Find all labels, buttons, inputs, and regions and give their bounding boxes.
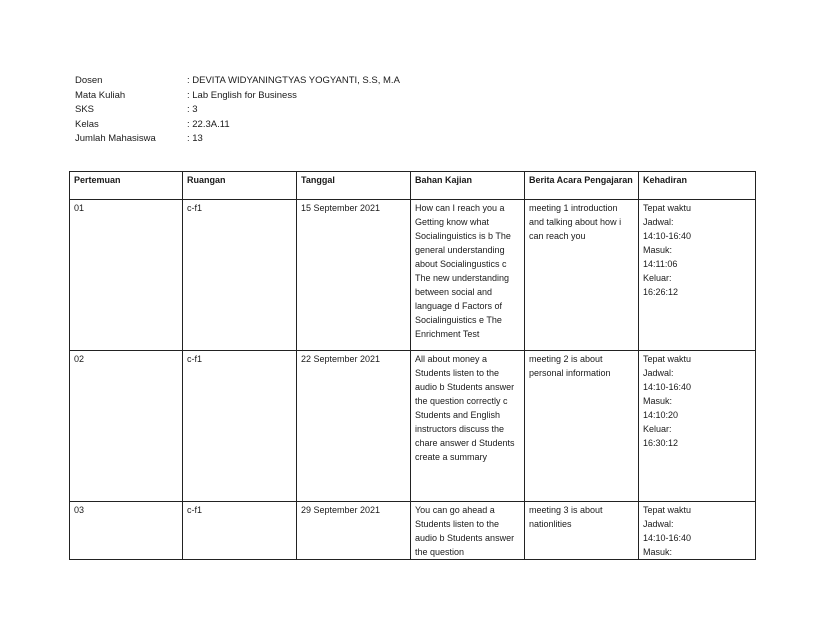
info-value: : Lab English for Business: [187, 89, 297, 101]
info-label: Dosen: [75, 75, 103, 86]
cell-kehadiran: [639, 502, 756, 560]
kehadiran-keluar-value: 16:26:12: [643, 287, 679, 297]
cell-berita-acara: meeting 3 is about nationlities: [525, 502, 639, 560]
kehadiran-keluar-value: 16:30:12: [643, 438, 679, 448]
cell-pertemuan: 01: [70, 200, 183, 351]
header-berita-acara: Berita Acara Pengajaran: [525, 172, 639, 200]
cell-tanggal: 22 September 2021: [297, 351, 411, 502]
cell-berita-acara: meeting 2 is about personal information: [525, 351, 639, 502]
info-row-sks: [75, 103, 400, 118]
info-row-dosen: [75, 74, 400, 89]
table-row: [70, 200, 756, 351]
info-value: : DEVITA WIDYANINGTYAS YOGYANTI, S.S, M.A: [187, 75, 400, 86]
kehadiran-status: Tepat waktu: [643, 203, 692, 213]
table-header-row: [70, 172, 756, 200]
kehadiran-masuk-label: Masuk:: [643, 547, 673, 557]
cell-kehadiran: [639, 200, 756, 351]
cell-ruangan: c-f1: [183, 351, 297, 502]
kehadiran-jadwal-value: 14:10-16:40: [643, 533, 692, 543]
table-row: [70, 502, 756, 560]
header-pertemuan: Pertemuan: [70, 172, 183, 200]
kehadiran-status: Tepat waktu: [643, 354, 692, 364]
info-value: : 3: [187, 104, 198, 115]
cell-ruangan: c-f1: [183, 200, 297, 351]
info-label: Jumlah Mahasiswa: [75, 133, 156, 144]
info-row-jumlah: [75, 132, 400, 147]
header-kehadiran: Kehadiran: [639, 172, 756, 200]
attendance-table: [69, 171, 756, 560]
header-bahan-kajian: Bahan Kajian: [411, 172, 525, 200]
info-label: Kelas: [75, 118, 99, 130]
cell-tanggal: 29 September 2021: [297, 502, 411, 560]
cell-bahan-kajian: You can go ahead a Students listen to the audio b Students answer the question: [411, 502, 525, 560]
cell-pertemuan: 03: [70, 502, 183, 560]
kehadiran-status: Tepat waktu: [643, 505, 692, 515]
kehadiran-masuk-value: 14:10:20: [643, 410, 679, 420]
info-row-mata-kuliah: [75, 89, 400, 104]
cell-berita-acara: meeting 1 introduction and talking about how i can reach you: [525, 200, 639, 351]
kehadiran-masuk-label: Masuk:: [643, 245, 673, 255]
kehadiran-jadwal-value: 14:10-16:40: [643, 231, 692, 241]
kehadiran-masuk-label: Masuk:: [643, 396, 673, 406]
cell-bahan-kajian: How can I reach you a Getting know what Socialinguistics is b The general understanding about Socialingustics c The new understanding between social and language d Factors of Socialinguistics e The Enrichment Test: [411, 200, 525, 351]
cell-pertemuan: 02: [70, 351, 183, 502]
info-label: Mata Kuliah: [75, 89, 126, 101]
cell-bahan-kajian: All about money a Students listen to the audio b Students answer the question correctly c Students and English instructors discuss the chare answer d Students create a summary: [411, 351, 525, 502]
info-value: : 13: [187, 133, 203, 144]
cell-tanggal: 15 September 2021: [297, 200, 411, 351]
kehadiran-keluar-label: Keluar:: [643, 424, 672, 434]
table-row: [70, 351, 756, 502]
course-info: [75, 74, 400, 147]
cell-kehadiran: [639, 351, 756, 502]
info-value: : 22.3A.11: [187, 118, 230, 130]
kehadiran-jadwal-label: Jadwal:: [643, 519, 674, 529]
info-row-kelas: [75, 118, 400, 133]
kehadiran-jadwal-label: Jadwal:: [643, 217, 674, 227]
header-tanggal: Tanggal: [297, 172, 411, 200]
kehadiran-keluar-label: Keluar:: [643, 273, 672, 283]
cell-ruangan: c-f1: [183, 502, 297, 560]
kehadiran-jadwal-value: 14:10-16:40: [643, 382, 692, 392]
header-ruangan: Ruangan: [183, 172, 297, 200]
kehadiran-jadwal-label: Jadwal:: [643, 368, 674, 378]
kehadiran-masuk-value: 14:11:06: [643, 259, 678, 269]
info-label: SKS: [75, 104, 95, 115]
